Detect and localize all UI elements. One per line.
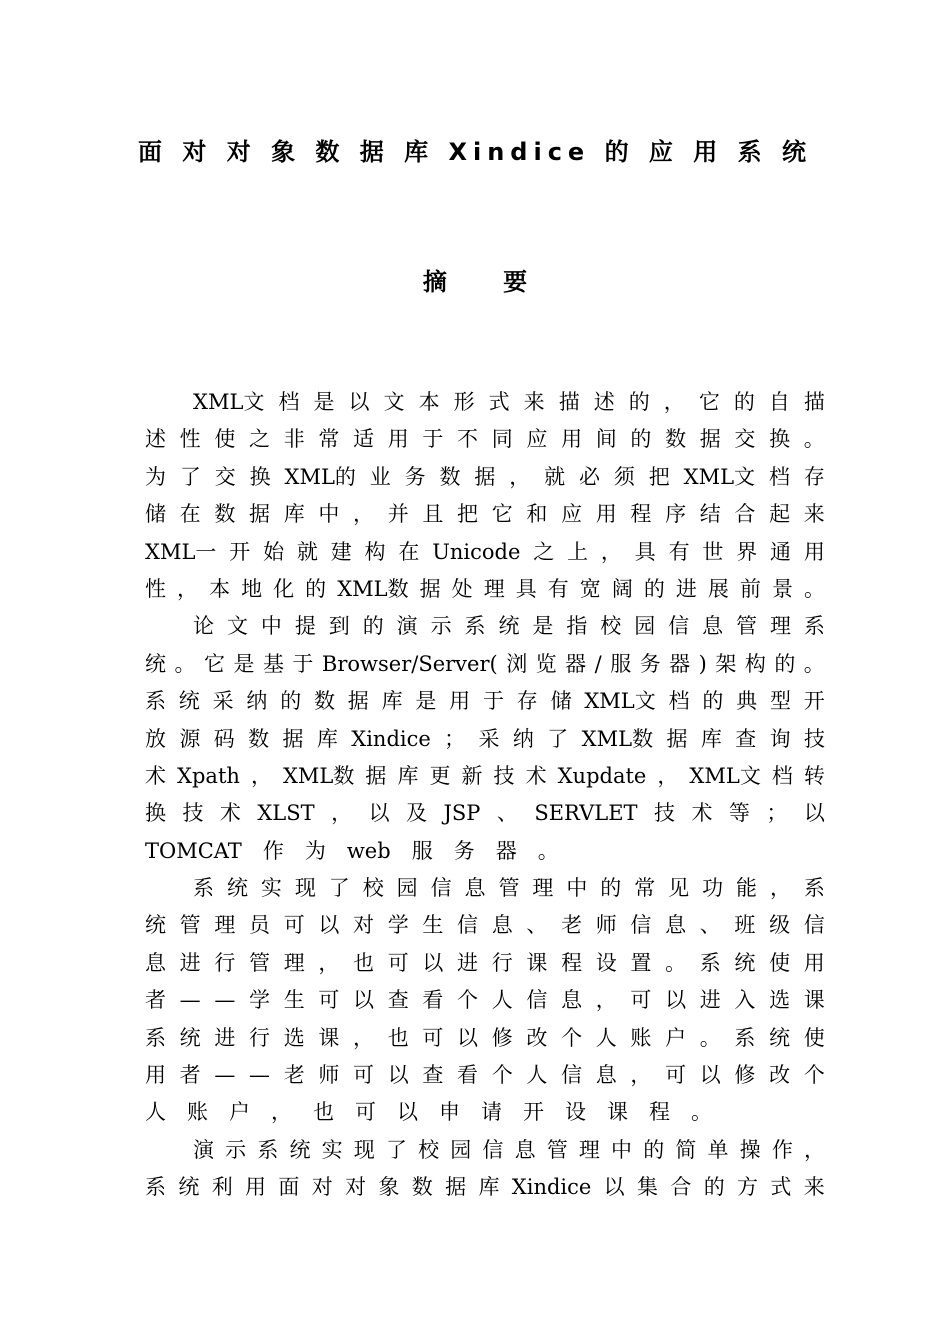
text-line: 统 管 理 员 可 以 对 学 生 信 息 、 老 师 信 息 、 班 级 信	[145, 913, 825, 938]
text-line: 系 统 实 现 了 校 园 信 息 管 理 中 的 常 见 功 能 ， 系	[193, 876, 825, 901]
text-line: 演 示 系 统 实 现 了 校 园 信 息 管 理 中 的 简 单 操 作 ，	[193, 1137, 825, 1162]
text-line: 论 文 中 提 到 的 演 示 系 统 是 指 校 园 信 息 管 理 系	[193, 614, 825, 639]
text-line: TOMCAT 作 为 web 服 务 器 。	[145, 838, 559, 863]
text-line: 术 Xpath ， XML数 据 库 更 新 技 术 Xupdate ， XML文 档 转	[145, 763, 825, 788]
abstract-heading: 摘 要	[422, 268, 552, 296]
text-line: 用 者 — — 老 师 可 以 查 看 个 人 信 息 ， 可 以 修 改 个	[145, 1063, 825, 1088]
text-line: 系 统 进 行 选 课 ， 也 可 以 修 改 个 人 账 户 。 系 统 使	[145, 1025, 825, 1050]
abstract-body	[145, 384, 825, 1207]
text-line: 性 ， 本 地 化 的 XML数 据 处 理 具 有 宽 阔 的 进 展 前 景 。	[145, 576, 825, 601]
text-line: 述 性 使 之 非 常 适 用 于 不 同 应 用 间 的 数 据 交 换 。	[145, 427, 825, 452]
text-line: XML一 开 始 就 建 构 在 Unicode 之 上 ， 具 有 世 界 通 用	[145, 539, 825, 564]
text-line: 为 了 交 换 XML的 业 务 数 据 ， 就 必 须 把 XML文 档 存	[145, 464, 825, 489]
text-line: 人 账 户 ， 也 可 以 申 请 开 设 课 程 。	[145, 1100, 712, 1125]
text-line: 息 进 行 管 理 ， 也 可 以 进 行 课 程 设 置 。 系 统 使 用	[145, 950, 825, 975]
document-title: 面 对 对 象 数 据 库 Xindice 的 应 用 系 统	[138, 138, 812, 166]
text-line: 者 — — 学 生 可 以 查 看 个 人 信 息 ， 可 以 进 入 选 课	[145, 988, 825, 1013]
text-line: 系 统 采 纳 的 数 据 库 是 用 于 存 储 XML文 档 的 典 型 开	[145, 689, 825, 714]
text-line: 换 技 术 XLST ， 以 及 JSP 、 SERVLET 技 术 等 ； 以	[145, 801, 825, 826]
text-line: 放 源 码 数 据 库 Xindice ； 采 纳 了 XML数 据 库 查 询 技	[145, 726, 825, 751]
text-line: XML文 档 是 以 文 本 形 式 来 描 述 的 ， 它 的 自 描	[193, 390, 825, 414]
text-line: 储 在 数 据 库 中 ， 并 且 把 它 和 应 用 程 序 结 合 起 来	[145, 502, 825, 527]
text-line: 系 统 利 用 面 对 对 象 数 据 库 Xindice 以 集 合 的 方 式 来	[145, 1175, 825, 1200]
text-line: 统 。 它 是 基 于 Browser/Server( 浏 览 器 / 服 务 器 ) 架 构 的 。	[145, 651, 825, 676]
